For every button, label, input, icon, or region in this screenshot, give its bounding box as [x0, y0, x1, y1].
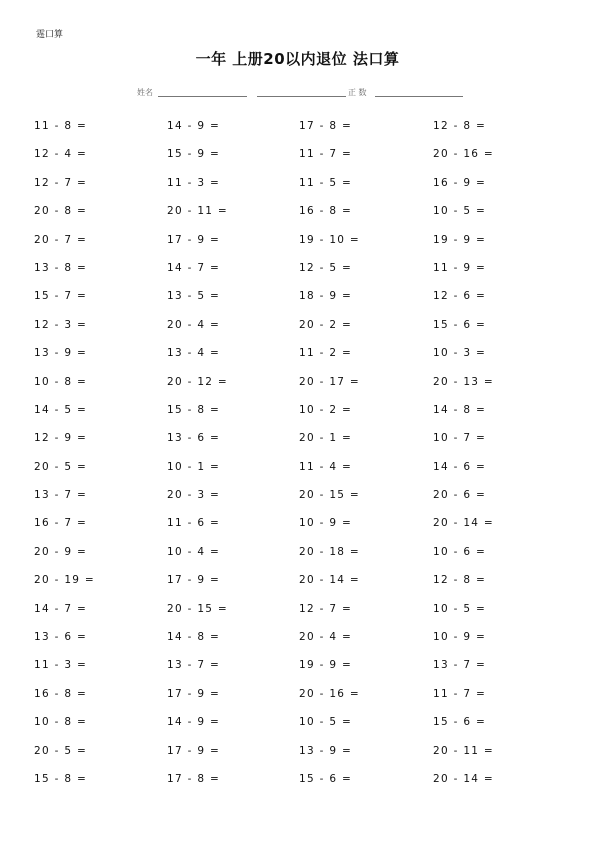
problem-row: [34, 546, 574, 574]
problem-item: 12 - 8 =: [433, 120, 487, 132]
problem-row: [34, 432, 574, 460]
problem-row: [34, 290, 574, 318]
problem-item: 10 - 8 =: [34, 716, 88, 729]
problem-item: 20 - 8 =: [34, 205, 88, 218]
problem-item: 20 - 11 =: [167, 205, 229, 218]
page-title: 一年 上册20以内退位 法口算: [195, 50, 400, 68]
problem-item: 14 - 9 =: [167, 716, 221, 729]
problem-item: 17 - 9 =: [167, 574, 221, 587]
problem-item: 12 - 7 =: [34, 176, 88, 189]
problem-item: 11 - 4 =: [299, 460, 353, 473]
problem-row: [34, 603, 574, 631]
problem-row: [34, 489, 574, 517]
problem-item: 17 - 8 =: [299, 120, 353, 132]
problem-item: 14 - 9 =: [167, 120, 221, 132]
problem-row: [34, 688, 574, 716]
problem-item: 13 - 6 =: [167, 432, 221, 445]
problem-item: 12 - 3 =: [34, 318, 88, 331]
problem-row: [34, 404, 574, 432]
problem-item: 12 - 6 =: [433, 290, 487, 303]
problem-item: 10 - 5 =: [433, 602, 487, 615]
problem-item: 20 - 13 =: [433, 375, 495, 388]
problem-item: 11 - 3 =: [34, 659, 88, 672]
problem-item: 20 - 1 =: [299, 432, 353, 445]
problem-row: [34, 517, 574, 545]
correct-count-label: 正 数: [348, 88, 367, 97]
problem-item: 16 - 7 =: [34, 517, 88, 530]
problem-row: [34, 319, 574, 347]
problem-item: 20 - 2 =: [299, 318, 353, 331]
problem-item: 14 - 8 =: [433, 403, 487, 416]
problem-item: 15 - 9 =: [167, 148, 221, 161]
problem-item: 16 - 8 =: [34, 687, 88, 700]
problem-item: 10 - 8 =: [34, 375, 88, 388]
problem-item: 14 - 7 =: [167, 261, 221, 274]
problem-grid: [34, 120, 574, 801]
problem-item: 10 - 9 =: [299, 517, 353, 530]
correct-count-underline: [375, 96, 463, 97]
problem-item: 17 - 9 =: [167, 233, 221, 246]
problem-item: 11 - 3 =: [167, 176, 221, 189]
problem-row: [34, 716, 574, 744]
problem-item: 15 - 6 =: [433, 318, 487, 331]
problem-item: 16 - 8 =: [299, 205, 353, 218]
problem-item: 20 - 9 =: [34, 545, 88, 558]
problem-item: 13 - 7 =: [34, 489, 88, 502]
problem-row: [34, 376, 574, 404]
problem-item: 19 - 9 =: [433, 233, 487, 246]
problem-item: 10 - 5 =: [433, 205, 487, 218]
problem-row: [34, 148, 574, 176]
problem-item: 11 - 9 =: [433, 261, 487, 274]
name-underline: [158, 96, 247, 97]
problem-row: [34, 461, 574, 489]
problem-item: 20 - 12 =: [167, 375, 229, 388]
problem-row: [34, 262, 574, 290]
problem-item: 20 - 3 =: [167, 489, 221, 502]
problem-item: 18 - 9 =: [299, 290, 353, 303]
problem-item: 15 - 6 =: [299, 772, 353, 785]
problem-item: 20 - 15 =: [299, 489, 361, 502]
problem-item: 14 - 8 =: [167, 631, 221, 644]
problem-item: 20 - 17 =: [299, 375, 361, 388]
problem-item: 20 - 5 =: [34, 744, 88, 757]
problem-item: 17 - 9 =: [167, 744, 221, 757]
problem-row: [34, 234, 574, 262]
problem-item: 12 - 4 =: [34, 148, 88, 161]
problem-item: 17 - 8 =: [167, 772, 221, 785]
problem-item: 12 - 8 =: [433, 574, 487, 587]
problem-item: 12 - 5 =: [299, 261, 353, 274]
blank-underline: [257, 96, 346, 97]
problem-item: 10 - 1 =: [167, 460, 221, 473]
problem-item: 15 - 7 =: [34, 290, 88, 303]
problem-item: 14 - 6 =: [433, 460, 487, 473]
problem-item: 20 - 4 =: [299, 631, 353, 644]
problem-item: 10 - 4 =: [167, 545, 221, 558]
problem-item: 15 - 8 =: [167, 403, 221, 416]
problem-item: 10 - 9 =: [433, 631, 487, 644]
problem-item: 20 - 16 =: [299, 687, 361, 700]
problem-item: 16 - 9 =: [433, 176, 487, 189]
problem-item: 12 - 9 =: [34, 432, 88, 445]
problem-item: 13 - 8 =: [34, 261, 88, 274]
problem-item: 15 - 8 =: [34, 772, 88, 785]
problem-item: 19 - 10 =: [299, 233, 361, 246]
problem-item: 13 - 6 =: [34, 631, 88, 644]
problem-item: 13 - 9 =: [34, 347, 88, 360]
problem-item: 19 - 9 =: [299, 659, 353, 672]
problem-item: 11 - 2 =: [299, 347, 353, 360]
problem-row: [34, 120, 574, 148]
problem-item: 20 - 7 =: [34, 233, 88, 246]
problem-item: 14 - 7 =: [34, 602, 88, 615]
problem-item: 10 - 7 =: [433, 432, 487, 445]
problem-item: 10 - 5 =: [299, 716, 353, 729]
problem-item: 11 - 7 =: [299, 148, 353, 161]
problem-item: 10 - 2 =: [299, 403, 353, 416]
problem-item: 11 - 7 =: [433, 687, 487, 700]
problem-row: [34, 773, 574, 801]
problem-item: 20 - 14 =: [299, 574, 361, 587]
problem-item: 20 - 4 =: [167, 318, 221, 331]
problem-row: [34, 205, 574, 233]
problem-item: 15 - 6 =: [433, 716, 487, 729]
problem-item: 13 - 5 =: [167, 290, 221, 303]
name-label: 姓名: [137, 88, 153, 97]
problem-item: 20 - 6 =: [433, 489, 487, 502]
problem-item: 20 - 16 =: [433, 148, 495, 161]
problem-item: 13 - 4 =: [167, 347, 221, 360]
problem-row: [34, 745, 574, 773]
problem-row: [34, 574, 574, 602]
problem-item: 13 - 9 =: [299, 744, 353, 757]
problem-item: 11 - 5 =: [299, 176, 353, 189]
problem-item: 11 - 8 =: [34, 120, 88, 132]
problem-item: 20 - 11 =: [433, 744, 495, 757]
problem-item: 20 - 18 =: [299, 545, 361, 558]
problem-item: 12 - 7 =: [299, 602, 353, 615]
problem-item: 20 - 15 =: [167, 602, 229, 615]
problem-item: 11 - 6 =: [167, 517, 221, 530]
problem-row: [34, 177, 574, 205]
problem-item: 20 - 14 =: [433, 517, 495, 530]
problem-row: [34, 347, 574, 375]
problem-item: 20 - 19 =: [34, 574, 96, 587]
problem-item: 20 - 5 =: [34, 460, 88, 473]
problem-item: 20 - 14 =: [433, 772, 495, 785]
problem-item: 13 - 7 =: [433, 659, 487, 672]
problem-item: 10 - 3 =: [433, 347, 487, 360]
problem-row: [34, 659, 574, 687]
problem-row: [34, 631, 574, 659]
problem-item: 13 - 7 =: [167, 659, 221, 672]
corner-label: 霆口算: [36, 30, 64, 40]
problem-item: 17 - 9 =: [167, 687, 221, 700]
problem-item: 14 - 5 =: [34, 403, 88, 416]
problem-item: 10 - 6 =: [433, 545, 487, 558]
